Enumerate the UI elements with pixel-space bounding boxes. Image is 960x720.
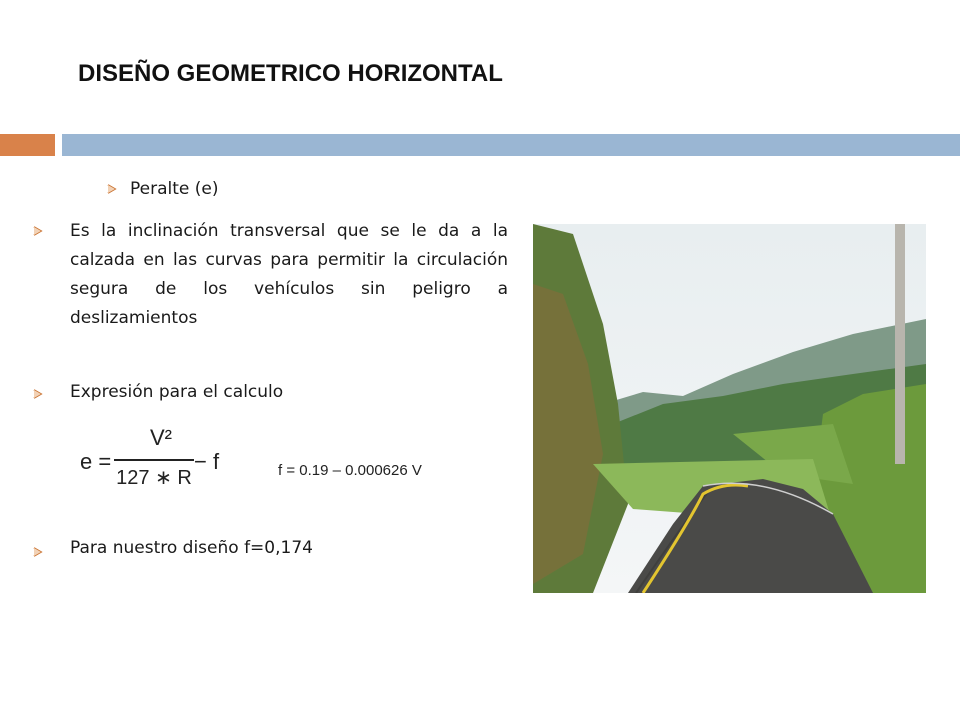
formula-lhs: e =	[80, 449, 112, 474]
arrow-bullet-icon	[33, 547, 43, 557]
arrow-bullet-icon	[107, 184, 117, 194]
formula-denominator: 127 ∗ R	[116, 467, 192, 489]
formula-peralte	[80, 425, 220, 495]
fraction-line	[114, 459, 194, 461]
accent-bar-blue	[62, 134, 960, 156]
arrow-bullet-icon	[33, 389, 43, 399]
subheading-peralte: Peralte (e)	[130, 179, 219, 199]
formula-minus-f: − f	[194, 449, 220, 474]
formula-friction: f = 0.19 – 0.000626 V	[278, 462, 422, 479]
definition-paragraph: Es la inclinación transversal que se le da a la calzada en las curvas para permitir la circulación segura de los vehículos sin peligro a deslizamientos	[70, 221, 508, 328]
arrow-bullet-icon	[33, 226, 43, 236]
design-value-label: Para nuestro diseño f=0,174	[70, 538, 313, 558]
accent-bar-orange	[0, 134, 55, 156]
formula-numerator: V²	[150, 425, 172, 450]
expression-label: Expresión para el calculo	[70, 382, 284, 402]
road-curve-photo	[533, 224, 926, 593]
slide-title: DISEÑO GEOMETRICO HORIZONTAL	[78, 60, 503, 87]
